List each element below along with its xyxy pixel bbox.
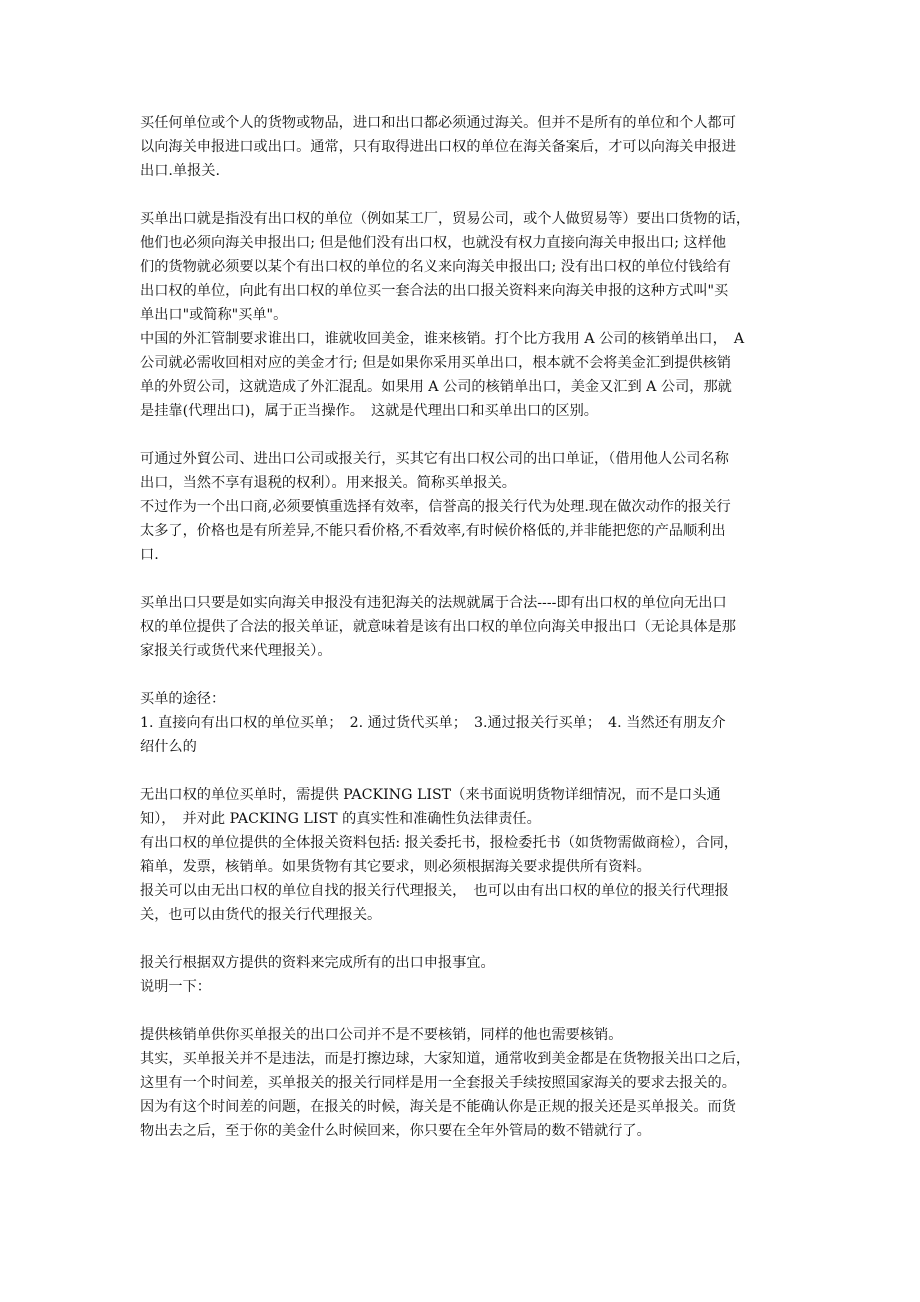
text-line: 以向海关申报进口或出口。通常，只有取得进出口权的单位在海关备案后，才可以向海关申报进 [140, 139, 736, 155]
section-channels [140, 687, 800, 759]
paragraph [140, 711, 800, 759]
text-line: 报关可以由无出口权的单位自找的报关行代理报关， 也可以由有出口权的单位的报关行代理报 [140, 883, 729, 899]
text-line: 们的货物就必须要以某个有出口权的单位的名义来向海关申报出口; 没有出口权的单位付钱给有 [140, 259, 731, 275]
text-line: 单的外贸公司，这就造成了外汇混乱。如果用 A 公司的核销单出口，美金又汇到 A 公司，那就 [140, 379, 732, 395]
text-line: 买任何单位或个人的货物或物品，进口和出口都必须通过海关。但并不是所有的单位和个人都可 [140, 115, 736, 131]
section-explanation [140, 1023, 800, 1143]
paragraph [140, 447, 800, 495]
paragraph-spacer [140, 927, 800, 951]
paragraph [140, 951, 800, 975]
paragraph [140, 783, 800, 831]
paragraph [140, 207, 800, 327]
text-line: 物出去之后，至于你的美金什么时候回来，你只要在全年外管局的数不错就行了。 [140, 1123, 651, 1139]
section-declaration [140, 951, 800, 999]
paragraph [140, 1047, 800, 1143]
paragraph [140, 831, 800, 879]
text-line: 提供核销单供你买单报关的出口公司并不是不要核销，同样的他也需要核销。 [140, 1027, 623, 1043]
text-line: 有出口权的单位提供的全体报关资料包括: 报关委托书，报检委托书（如货物需做商检），合同， [140, 835, 739, 851]
paragraph-spacer [140, 183, 800, 207]
text-line: 知）， 并对此 PACKING LIST 的真实性和准确性负法律责任。 [140, 811, 541, 827]
paragraph-spacer [140, 759, 800, 783]
paragraph [140, 591, 800, 663]
text-line: 可通过外貿公司、进出口公司或报关行，买其它有出口权公司的出口单证，（借用他人公司名称 [140, 451, 729, 467]
text-line: 买单出口就是指没有出口权的单位（例如某工厂，贸易公司，或个人做贸易等）要出口货物的话， [140, 211, 751, 227]
text-line: 1. 直接向有出口权的单位买单； 2. 通过货代买单； 3.通过报关行买单； 4. 当然还有朋友介 [140, 715, 726, 731]
text-line: 是挂靠(代理出口)，属于正当操作。 这就是代理出口和买单出口的区别。 [140, 403, 598, 419]
text-line: 买单的途径： [140, 691, 226, 707]
text-line: 关，也可以由货代的报关行代理报关。 [140, 907, 382, 923]
paragraph-spacer [140, 423, 800, 447]
paragraph [140, 327, 800, 423]
paragraph-spacer [140, 567, 800, 591]
text-line: 他们也必须向海关申报出口; 但是他们没有出口权，也就没有权力直接向海关申报出口; 这样他 [140, 235, 727, 251]
text-line: 绍什么的 [140, 739, 197, 755]
paragraph [140, 975, 800, 999]
text-line: 其实，买单报关并不是违法，而是打擦边球，大家知道，通常收到美金都是在货物报关出口之后， [140, 1051, 751, 1067]
text-line: 这里有一个时间差，买单报关的报关行同样是用一全套报关手续按照国家海关的要求去报关的。 [140, 1075, 736, 1091]
text-line: 家报关行或货代来代理报关）。 [140, 643, 332, 659]
document-body [140, 111, 800, 1143]
section-legality [140, 591, 800, 663]
text-line: 不过作为一个出口商,必须要慎重选择有效率，信誉高的报关行代为处理.现在做次动作的报关行 [140, 499, 731, 515]
section-intro [140, 111, 800, 183]
section-definition [140, 207, 800, 423]
paragraph-spacer [140, 999, 800, 1023]
text-line: 箱单，发票，核销单。如果货物有其它要求，则必须根据海关要求提供所有资料。 [140, 859, 651, 875]
paragraph [140, 1023, 800, 1047]
text-line: 单出口"或简称"买单"。 [140, 307, 288, 323]
text-line: 权的单位提供了合法的报关单证，就意味着是该有出口权的单位向海关申报出口（无论具体是那 [140, 619, 736, 635]
section-documents [140, 783, 800, 927]
paragraph [140, 687, 800, 711]
paragraph-spacer [140, 663, 800, 687]
text-line: 无出口权的单位买单时，需提供 PACKING LIST（来书面说明货物详细情况，而不是口头通 [140, 787, 721, 803]
text-line: 报关行根据双方提供的资料来完成所有的出口申报事宜。 [140, 955, 495, 971]
text-line: 口. [140, 547, 159, 563]
text-line: 中国的外汇管制要求谁出口，谁就收回美金，谁来核销。打个比方我用 A 公司的核销单出口， A [140, 331, 745, 347]
paragraph [140, 111, 800, 183]
text-line: 买单出口只要是如实向海关申报没有违犯海关的法规就属于合法----即有出口权的单位向无出口 [140, 595, 727, 611]
text-line: 说明一下： [140, 979, 211, 995]
paragraph [140, 879, 800, 927]
text-line: 公司就必需收回相对应的美金才行; 但是如果你采用买单出口，根本就不会将美金汇到提供核销 [140, 355, 731, 371]
text-line: 出口.单报关. [140, 163, 220, 179]
text-line: 出口，当然不享有退税的权利）。用来报关。简称买单报关。 [140, 475, 516, 491]
paragraph [140, 495, 800, 567]
section-method [140, 447, 800, 567]
text-line: 出口权的单位，向此有出口权的单位买一套合法的出口报关资料来向海关申报的这种方式叫"买 [140, 283, 729, 299]
text-line: 因为有这个时间差的问题，在报关的时候，海关是不能确认你是正规的报关还是买单报关。而货 [140, 1099, 736, 1115]
text-line: 太多了，价格也是有所差异,不能只看价格,不看效率,有时候价格低的,并非能把您的产品顺利出 [140, 523, 726, 539]
